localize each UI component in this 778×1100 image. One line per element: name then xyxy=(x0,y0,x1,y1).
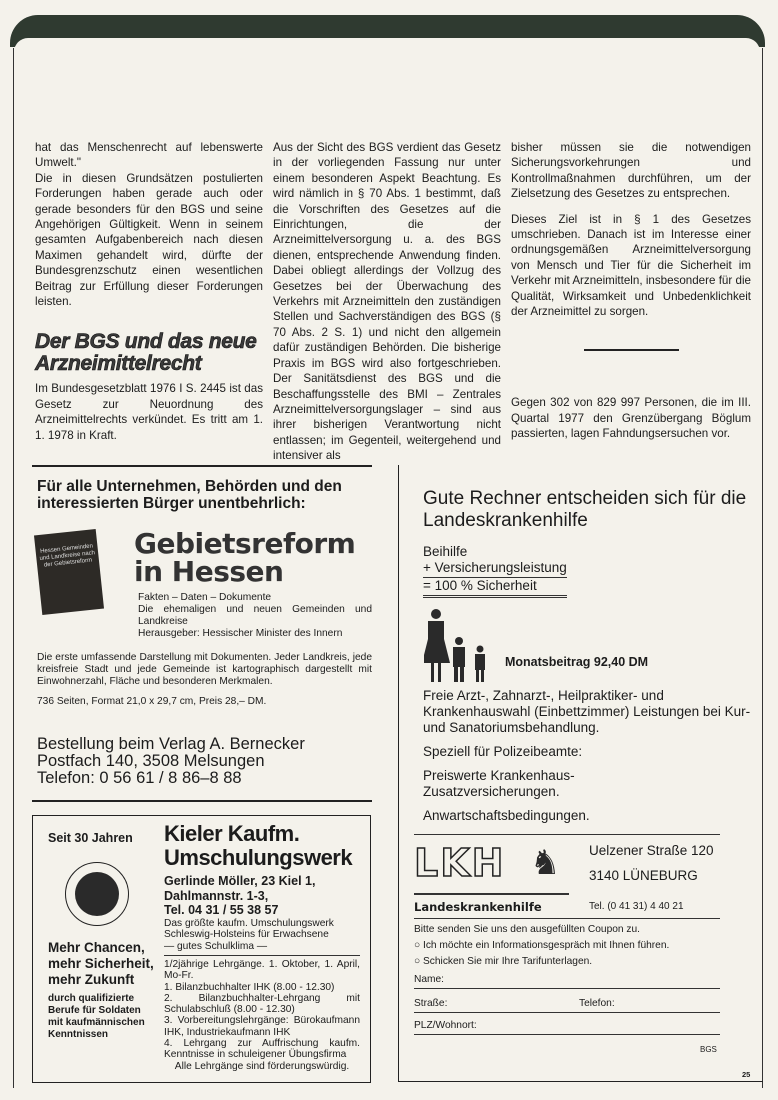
lkh-conditions: Anwartschaftsbedingungen. xyxy=(423,808,590,823)
lkh-text xyxy=(423,688,758,824)
option-label: Schicken Sie mir Ihre Tarifunterlagen. xyxy=(423,956,593,967)
lkh-phone: Tel. (0 41 31) 4 40 21 xyxy=(589,901,684,912)
book-cover-image: Hessen Gemeinden und Landkreise nach der Gebietsreform xyxy=(34,529,104,615)
article-paragraph: bisher müssen sie die notwendigen Sicherungsvorkehrungen und Kontrollmaßnahmen durchführen, um der Zielsetzung des Gesetzes zu entsprechen. xyxy=(511,141,751,201)
course-item: 1/2jährige Lehrgänge. 1. Oktober, 1. April, Mo-Fr. xyxy=(164,959,360,982)
sum-line: + Versicherungsleistung xyxy=(423,560,567,578)
coupon-city-field[interactable] xyxy=(414,1020,720,1035)
order-line: Bestellung beim Verlag A. Bernecker xyxy=(37,735,305,753)
book-price: 736 Seiten, Format 21,0 x 29,7 cm, Preis 28,– DM. xyxy=(37,696,267,707)
ad-headline: Für alle Unternehmen, Behörden und den interessierten Bürger unentbehrlich: xyxy=(37,478,342,512)
book-detail: Herausgeber: Hessischer Minister des Innern xyxy=(138,628,343,639)
kiel-title-line: Umschulungswerk xyxy=(164,845,353,870)
kiel-left-column xyxy=(48,831,158,1041)
book-details xyxy=(138,592,372,640)
coupon-name-field[interactable] xyxy=(414,974,720,989)
course-item: 3. Vorbereitungslehrgänge: Bürokaufmann IHK, Industriekaufmann IHK xyxy=(164,1015,360,1038)
book-title xyxy=(134,527,356,588)
order-info xyxy=(37,736,305,787)
kiel-desc-line: Schleswig-Holsteins für Erwachsene xyxy=(164,929,329,940)
coupon-option-2[interactable] xyxy=(414,956,592,968)
option-label: Ich möchte ein Informationsgespräch mit Ihnen führen. xyxy=(423,940,670,951)
article-column-1 xyxy=(35,140,263,443)
kiel-title xyxy=(164,822,360,870)
lkh-offer: Preiswerte Krankenhaus-Zusatzversicherungen. xyxy=(423,768,575,799)
kiel-description xyxy=(164,918,360,953)
coupon-option-1[interactable] xyxy=(414,940,669,952)
lkh-special: Speziell für Polizeibeamte: xyxy=(423,744,583,759)
course-item: 2. Bilanzbuchhalter-Lehrgang mit Schulabschluß (8.00 - 12.30) xyxy=(164,992,360,1016)
lkh-logo: LKH xyxy=(414,841,506,885)
header-banner-inner xyxy=(14,38,760,58)
horse-logo-icon: ♞ xyxy=(530,844,561,882)
lkh-street: Uelzener Straße 120 xyxy=(589,843,714,858)
coupon-intro: Bitte senden Sie uns den ausgefüllten Coupon zu. xyxy=(414,924,640,935)
lkh-headline: Gute Rechner entscheiden sich für die Landeskrankenhilfe xyxy=(423,488,747,531)
kiel-right-column xyxy=(164,822,360,1072)
article-column-3 xyxy=(511,140,751,442)
book-description: Die erste umfassende Darstellung mit Dokumenten. Jeder Landkreis, jede kreisfreie Stadt und jede Gemeinde ist kartographisch dargestellt mit Einwohnerzahl, Fläche und besonderen Merkmalen. xyxy=(37,652,372,687)
field-label: Telefon: xyxy=(579,998,615,1009)
course-item: 4. Lehrgang zur Auffrischung kaufm. Kenntnisse in schuleigener Übungsfirma xyxy=(164,1038,360,1061)
article-paragraph: Gegen 302 von 829 997 Personen, die im III. Quartal 1977 den Grenzübergang Böglum passierten, lagen Fahndungsersuchen vor. xyxy=(511,396,751,441)
lkh-city: 3140 LÜNEBURG xyxy=(589,868,698,883)
coupon-divider xyxy=(414,918,720,919)
frame-line-left xyxy=(13,48,14,1088)
kiel-phone: Tel. 04 31 / 55 38 57 xyxy=(164,903,279,917)
kiel-slogan: Mehr Chancen, mehr Sicherheit, mehr Zukunft xyxy=(48,940,154,987)
lkh-benefits: Freie Arzt-, Zahnarzt-, Heilpraktiker- und Krankenhauswahl (Einbettzimmer) Leistungen bei Kur- und Sanatoriumsbehandlung. xyxy=(423,688,751,735)
book-detail: Fakten – Daten – Dokumente xyxy=(138,592,272,603)
book-title-line: Gebietsreform xyxy=(134,527,356,560)
section-heading: Der BGS und das neue Arzneimittelrecht xyxy=(35,330,257,376)
course-item: Alle Lehrgänge sind förderungswürdig. xyxy=(174,1060,350,1072)
article-paragraph: Die in diesen Grundsätzen postulierten Forderungen haben gerade auch oder gerade besonders für den BGS und seine Angehörigen Gültigkeit. Wenn in seinem gesamten Aufgabenbereich nach diesen Maximen gehandelt wird, dürfte der Bundesgrenzschutz einen wesentlichen Beitrag zur Erfüllung dieser Forderungen leisten. xyxy=(35,171,263,309)
article-paragraph: Im Bundesgesetzblatt 1976 I S. 2445 ist das Gesetz zur Neuordnung des Arzneimittelrechts verkündet. Es tritt am 1. 1. 1978 in Kraft. xyxy=(35,382,263,442)
radio-circle-icon[interactable]: ○ xyxy=(414,940,421,951)
section-divider xyxy=(584,349,679,351)
kiel-since: Seit 30 Jahren xyxy=(48,831,133,845)
kiel-address-line: Gerlinde Möller, 23 Kiel 1, xyxy=(164,874,316,888)
sum-line: = 100 % Sicherheit xyxy=(423,578,567,598)
book-detail: Die ehemaligen und neuen Gemeinden und Landkreise xyxy=(138,604,372,627)
course-item: 1. Bilanzbuchhalter IHK (8.00 - 12.30) xyxy=(164,981,335,993)
lkh-monthly-fee: Monatsbeitrag 92,40 DM xyxy=(505,655,649,669)
order-line: Postfach 140, 3508 Melsungen xyxy=(37,752,265,770)
lkh-sum xyxy=(423,544,567,598)
page-number: 25 xyxy=(742,1070,751,1079)
kiel-address-line: Dahlmannstr. 1-3, xyxy=(164,888,269,903)
radio-circle-icon[interactable]: ○ xyxy=(414,956,421,967)
kiel-divider xyxy=(164,955,360,956)
field-label: Name: xyxy=(414,974,445,985)
ad-divider-top xyxy=(32,465,372,467)
circle-logo-icon xyxy=(65,862,129,926)
logo-underline xyxy=(414,893,569,895)
coupon-street-field[interactable] xyxy=(414,998,720,1013)
kiel-desc-line: — gutes Schulklima — xyxy=(164,940,268,952)
lkh-divider xyxy=(414,834,720,835)
sum-line: Beihilfe xyxy=(423,544,468,559)
article-paragraph: Aus der Sicht des BGS verdient das Gesetz in der vorliegenden Fassung nur unter einem besonderen Aspekt Beachtung. Es wird nämlich in § 70 Abs. 1 bestimmt, daß die Vorschriften des Gesetzes auf die Einrichtungen, die der Arzneimittelversorgung u. a. des BGS dienen, entsprechende Anwendung finden. Dabei obliegt allerdings der Vollzug des Gesetzes bei der Überwachung des Verkehrs mit Arzneimitteln den zuständigen Stellen und Sachverständigen des BGS (§ 70 Abs. 2 S. 1) und nicht den allgemein dafür zuständigen Behörden. Die bisherige Praxis im BGS wird also fortgeschrieben. Der Sanitätsdienst des BGS und die Beschaffungsstelle des BMI – Zentrales Arzneimittelversorgungslager – sind aus ihrer bisherigen Verantwortung nicht entlassen; im Gegenteil, weitergehend und intensiver als xyxy=(273,141,501,463)
family-icon xyxy=(424,608,489,683)
book-text xyxy=(37,652,372,708)
kiel-desc-line: Das größte kaufm. Umschulungswerk xyxy=(164,917,334,929)
kiel-address xyxy=(164,874,360,918)
kiel-course-list xyxy=(164,959,360,1072)
order-line: Telefon: 0 56 61 / 8 86–8 88 xyxy=(37,769,242,787)
lkh-logo-name: Landeskrankenhilfe xyxy=(414,900,542,914)
article-paragraph: hat das Menschenrecht auf lebenswerte Umwelt." xyxy=(35,141,263,170)
coupon-code: BGS xyxy=(700,1045,717,1054)
field-label: Straße: xyxy=(414,998,448,1009)
kiel-title-line: Kieler Kaufm. xyxy=(164,821,300,846)
kiel-subtext: durch qualifizierte Berufe für Soldaten mit kaufmännischen Kenntnissen xyxy=(48,993,145,1040)
article-paragraph: Dieses Ziel ist in § 1 des Gesetzes umschrieben. Danach ist im Interesse einer ordnungsgemäßen Arzneimittelversorgung von Mensch und Tier für die Sicherheit im Verkehr mit Arzneimitteln, insbesondere für die Qualität, Wirksamkeit und Unbedenklichkeit der Arzneimittel zu sorgen. xyxy=(511,212,751,319)
article-column-2 xyxy=(273,140,501,464)
ad-divider-bottom xyxy=(32,800,372,802)
field-label: PLZ/Wohnort: xyxy=(414,1020,477,1031)
book-title-line: in Hessen xyxy=(134,555,284,588)
